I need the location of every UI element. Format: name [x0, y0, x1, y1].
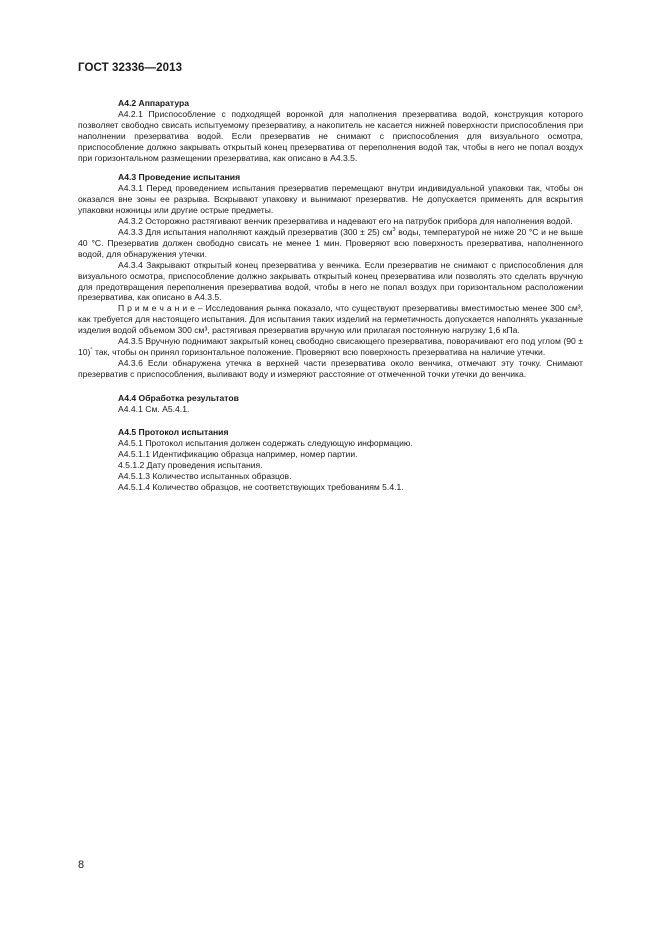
- paragraph-a4514: А4.5.1.4 Количество образцов, не соответствующих требованиям 5.4.1.: [118, 482, 404, 492]
- section-heading-a42: А4.2 Аппаратура: [118, 98, 190, 108]
- paragraph-a435-part2: так, чтобы он принял горизонтальное положение. Проверяют всю поверхность презерватива на наличие утечки.: [92, 346, 546, 357]
- superscript-degree: °: [90, 346, 93, 353]
- document-header: ГОСТ 32336—2013: [78, 62, 183, 74]
- paragraph-4512: 4.5.1.2 Дату проведения испытания.: [118, 460, 263, 471]
- superscript-cube: 3: [392, 226, 396, 233]
- paragraph-a421: А4.2.1 Приспособление с подходящей воронкой для наполнения презерватива водой, конструкция которого позволяет свободно свисать испытуемому презервативу, а накопитель не касается нижней поверхности приспособления при наполнении презерватива водой. Если презерватив не снимают с приспособления для визуального осмотра, приспособление должно закрывать открытый конец презерватива от переполнения водой так, чтобы в него не попал воздух при горизонтальном размещении презерватива, как описано в А4.3.5.: [78, 108, 583, 163]
- paragraph-a451: А4.5.1 Протокол испытания должен содержать следующую информацию.: [118, 438, 413, 449]
- paragraph-a434: А4.3.4 Закрывают открытый конец презерватива у венчика. Если презерватив не снимают с приспособления для визуального осмотра, приспособление должно закрывать открытый конец презерватива или позволять это сделать вручную для предотвращения переполнения презерватива водой, чтобы в него не попал воздух при горизонтальном расположении презерватива, как описано в А4.3.5.: [78, 259, 583, 303]
- paragraph-a435: [78, 336, 583, 358]
- section-heading-a44: А4.4 Обработка результатов: [118, 392, 239, 403]
- paragraph-a432: А4.3.2 Осторожно растягивают венчик презерватива и надевают его на патрубок прибора для наполнения водой.: [118, 216, 573, 227]
- document-body: [78, 98, 583, 493]
- paragraph-a431: А4.3.1 Перед проведением испытания презерватив перемещают внутри индивидуальной упаковки так, чтобы он оказался вне зоны ее разрыва. Вскрывают упаковку и вынимают презерватив. Не допускается применять для вскрытия упаковки ножницы или другие острые предметы.: [78, 183, 583, 216]
- section-heading-a45: А4.5 Протокол испытания: [118, 427, 229, 438]
- paragraph-a4513: А4.5.1.3 Количество испытанных образцов.: [118, 471, 292, 482]
- section-heading-a43: А4.3 Проведение испытания: [118, 172, 241, 183]
- page-number: 8: [78, 859, 85, 871]
- note-label: П р и м е ч а н и е: [118, 303, 195, 314]
- paragraph-a433-part1: А4.3.3 Для испытания наполняют каждый презерватив (300 ± 25) см: [118, 226, 393, 237]
- paragraph-a435-part1: А4.3.5 Вручную поднимают закрытый конец свободно свисающего презерватива, поворачивают его под углом (90 ± 10): [78, 336, 583, 357]
- paragraph-a441: А4.4.1 См. А5.4.1.: [118, 403, 190, 414]
- paragraph-a4511: А4.5.1.1 Идентификацию образца например, номер партии.: [118, 449, 358, 460]
- paragraph-a436: А4.3.6 Если обнаружена утечка в верхней части презерватива около венчика, отмечают эту точку. Снимают презерватив с приспособления, выливают воду и измеряют расстояние от отмеченной точки утечки до венчика.: [78, 357, 583, 379]
- paragraph-a433: [78, 227, 583, 260]
- note-text: – Исследования рынка показало, что существуют презервативы вместимостью менее 300 см³, как требуется для настоящего испытания. Для испытания таких изделий на герметичность допускается наполнять указанные изделия водой объемом 300 см³, растягивая презерватив вручную или прилагая постоянную нагрузку 1,6 кПа.: [78, 303, 583, 336]
- paragraph-a433-part2: воды, температурой не ниже 20 °С и не выше 40 °С. Презерватив должен свободно свисать не менее 1 мин. Проверяют всю поверхность презерватива, наполненного водой, для обнаружения утечки.: [78, 226, 583, 259]
- note-paragraph: [78, 303, 583, 336]
